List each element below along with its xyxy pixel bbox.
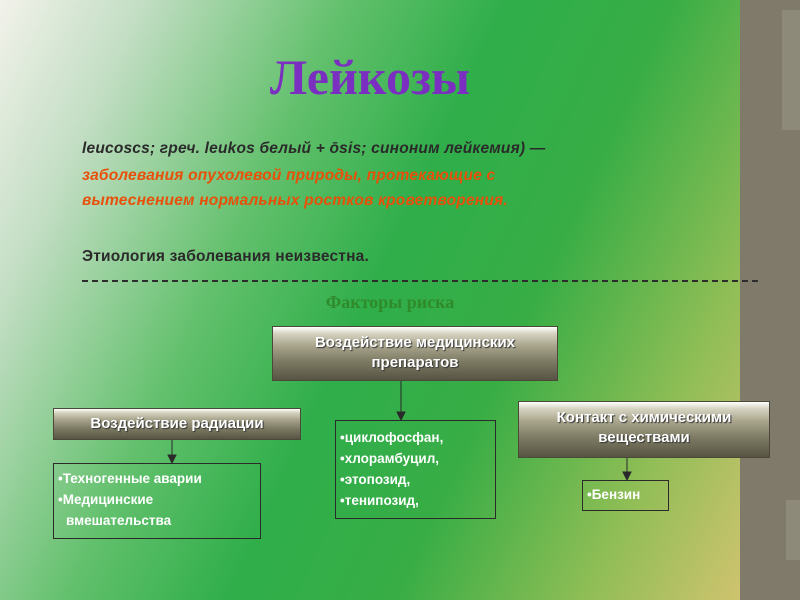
- medications-list-box: [335, 420, 496, 519]
- definition-line-1: leucoscs; греч. leukos белый + ōsis; синоним лейкемия) —: [82, 140, 546, 157]
- definition-line-3: вытеснением нормальных ростков кроветворения.: [82, 192, 508, 209]
- etiology-text: Этиология заболевания неизвестна.: [82, 248, 369, 265]
- list-item: •этопозид,: [340, 472, 411, 487]
- arrowhead-chemicals: [623, 472, 631, 480]
- definition-line-2: заболевания опухолевой природы, протекающие с: [82, 167, 496, 184]
- chemicals-header-box: [518, 401, 770, 458]
- list-item: вмешательства: [66, 513, 172, 528]
- medications-header-box: [272, 326, 558, 381]
- chemicals-title-line-2: веществами: [598, 429, 690, 446]
- radiation-header-box: [53, 408, 301, 440]
- list-item: •тенипозид,: [340, 493, 419, 508]
- medications-title-line-1: Воздействие медицинских: [314, 334, 516, 351]
- list-item: •хлорамбуцил,: [340, 451, 440, 466]
- arrowhead-radiation: [168, 455, 176, 463]
- arrowhead-medications: [397, 412, 405, 420]
- medications-title-line-2: препаратов: [371, 354, 459, 371]
- radiation-title: Воздействие радиации: [90, 415, 264, 432]
- list-item: •Медицинские: [58, 492, 154, 507]
- slide-title: Лейкозы: [269, 49, 471, 105]
- chemicals-list-box: [582, 480, 669, 511]
- list-item: •циклофосфан,: [340, 430, 444, 445]
- list-item: •Бензин: [587, 487, 641, 502]
- list-item: •Техногенные аварии: [58, 471, 202, 486]
- chemicals-title-line-1: Контакт с химическими: [556, 409, 732, 426]
- radiation-list-box: [53, 463, 261, 539]
- risk-factors-heading: Факторы риска: [325, 292, 455, 312]
